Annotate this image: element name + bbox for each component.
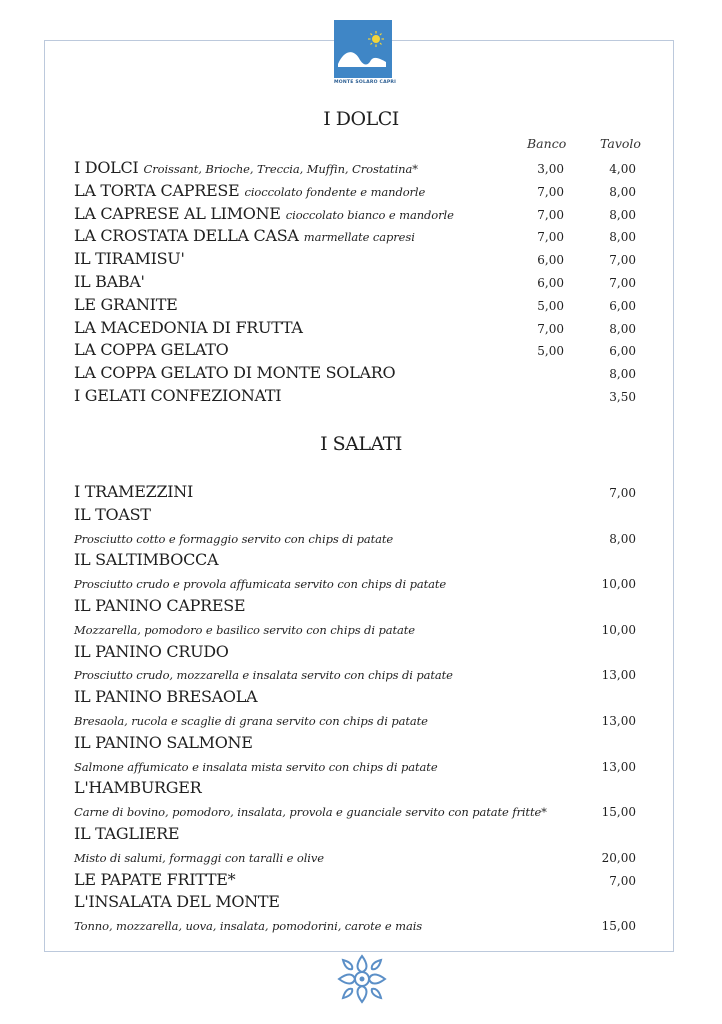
salati-item: [74, 505, 151, 527]
dolci-item: [74, 340, 228, 362]
dolci-item: [74, 204, 454, 226]
dolci-item-name: LA CROSTATA DELLA CASA: [74, 226, 299, 246]
salati-item-description: Carne di bovino, pomodoro, insalata, provola e guanciale servito con patate fritte*: [74, 805, 547, 820]
price-tavolo: 6,00: [609, 344, 636, 359]
section-title-salati: I SALATI: [320, 433, 402, 455]
salati-item-description: Salmone affumicato e insalata mista servito con chips di patate: [74, 759, 438, 774]
price-banco: 7,00: [537, 207, 564, 222]
logo-caption: MONTE SOLARO CAPRI: [334, 80, 397, 85]
majolica-tile-ornament-icon: [335, 952, 389, 1006]
salati-item-description: Tonno, mozzarella, uova, insalata, pomodorini, carote e mais: [74, 919, 423, 934]
salati-item: [74, 892, 280, 914]
dolci-item: [74, 158, 418, 180]
salati-item-price: 13,00: [601, 714, 636, 728]
dolci-item-name: LA COPPA GELATO: [74, 340, 229, 360]
dolci-item-name: LA TORTA CAPRESE: [74, 180, 240, 200]
price-tavolo: 4,00: [609, 162, 636, 176]
salati-item: [74, 482, 193, 504]
dolci-item-name: LA CAPRESE AL LIMONE: [74, 203, 281, 223]
dolci-item-name: LA MACEDONIA DI FRUTTA: [74, 317, 303, 337]
price-banco: 7,00: [537, 230, 564, 245]
price-banco: 6,00: [537, 276, 564, 290]
salati-item-description: Prosciutto crudo e provola affumicata servito con chips di patate: [74, 577, 447, 592]
salati-item-name: IL PANINO BRESAOLA: [74, 687, 258, 707]
dolci-item: [74, 226, 415, 248]
salati-item: [74, 642, 229, 664]
salati-item: [74, 733, 253, 755]
salati-item-price: 13,00: [601, 759, 636, 774]
salati-item: [74, 824, 179, 846]
salati-item: [74, 550, 218, 572]
salati-item-name: IL PANINO CRUDO: [74, 641, 229, 661]
salati-item-description: Mozzarella, pomodoro e basilico servito con chips di patate: [74, 622, 415, 637]
dolci-item-name: LE GRANITE: [74, 294, 178, 314]
salati-item-price: 15,00: [601, 919, 636, 934]
column-header-tavolo: Tavolo: [600, 136, 641, 151]
dolci-item: [74, 181, 425, 203]
price-tavolo: 8,00: [609, 230, 636, 245]
salati-item-price: 7,00: [609, 873, 636, 888]
salati-item-price: 15,00: [601, 805, 636, 820]
dolci-item-name: I DOLCI: [74, 158, 139, 177]
price-tavolo: 7,00: [609, 276, 636, 290]
salati-item: [74, 778, 201, 800]
dolci-item: [74, 249, 185, 271]
salati-item-name: LE PAPATE FRITTE*: [74, 869, 236, 889]
dolci-item-name: IL TIRAMISU': [74, 249, 185, 269]
salati-item-price: 10,00: [601, 622, 636, 637]
price-banco: 7,00: [537, 184, 564, 199]
price-tavolo: 8,00: [609, 184, 636, 199]
price-banco: 6,00: [537, 253, 564, 268]
price-banco: 5,00: [537, 298, 564, 313]
price-banco: 7,00: [537, 321, 564, 336]
salati-item-name: IL PANINO CAPRESE: [74, 596, 246, 615]
dolci-item-description: marmellate capresi: [303, 230, 415, 245]
salati-item-price: 20,00: [601, 850, 636, 865]
salati-item: [74, 596, 245, 618]
section-title-dolci: I DOLCI: [323, 108, 399, 130]
salati-item: [74, 687, 257, 709]
price-tavolo: 8,00: [609, 207, 636, 222]
price-tavolo: 8,00: [609, 321, 636, 336]
monte-solaro-logo: [334, 20, 397, 85]
salati-item-description: Bresaola, rucola e scaglie di grana servito con chips di patate: [74, 714, 428, 728]
price-tavolo: 6,00: [609, 298, 636, 313]
dolci-item-name: LA COPPA GELATO DI MONTE SOLARO: [74, 363, 396, 383]
salati-item-name: IL TOAST: [74, 504, 151, 524]
salati-item-price: 10,00: [601, 577, 636, 592]
salati-item-description: Misto di salumi, formaggi con taralli e olive: [74, 850, 324, 865]
salati-item-name: L'HAMBURGER: [74, 778, 202, 798]
dolci-item: [74, 386, 281, 408]
salati-item: [74, 870, 235, 892]
salati-item-name: IL TAGLIERE: [74, 824, 180, 843]
salati-item-price: 8,00: [609, 531, 636, 546]
salati-item-name: IL PANINO SALMONE: [74, 732, 253, 752]
dolci-item-description: cioccolato fondente e mandorle: [244, 184, 426, 199]
dolci-item-name: I GELATI CONFEZIONATI: [74, 386, 282, 405]
price-tavolo: 7,00: [609, 253, 636, 268]
salati-item-name: I TRAMEZZINI: [74, 482, 194, 501]
salati-item-name: IL SALTIMBOCCA: [74, 550, 219, 570]
dolci-item: [74, 295, 177, 317]
dolci-item: [74, 318, 303, 340]
price-banco: 5,00: [537, 344, 564, 359]
column-header-banco: Banco: [527, 136, 567, 151]
dolci-item-name: IL BABA': [74, 272, 145, 291]
price-tavolo: 3,50: [609, 390, 636, 404]
salati-item-name: L'INSALATA DEL MONTE: [74, 892, 280, 912]
price-tavolo: 8,00: [609, 367, 636, 382]
salati-item-price: 7,00: [609, 486, 636, 500]
dolci-item: [74, 272, 145, 294]
salati-item-price: 13,00: [601, 668, 636, 683]
dolci-item: [74, 363, 395, 385]
logo-mark-icon: [334, 20, 392, 78]
salati-item-description: Prosciutto crudo, mozzarella e insalata servito con chips di patate: [74, 668, 453, 683]
dolci-item-description: Croissant, Brioche, Treccia, Muffin, Crostatina*: [143, 162, 418, 176]
dolci-item-description: cioccolato bianco e mandorle: [285, 207, 454, 222]
salati-item-description: Prosciutto cotto e formaggio servito con chips di patate: [74, 531, 394, 546]
price-banco: 3,00: [537, 162, 564, 176]
